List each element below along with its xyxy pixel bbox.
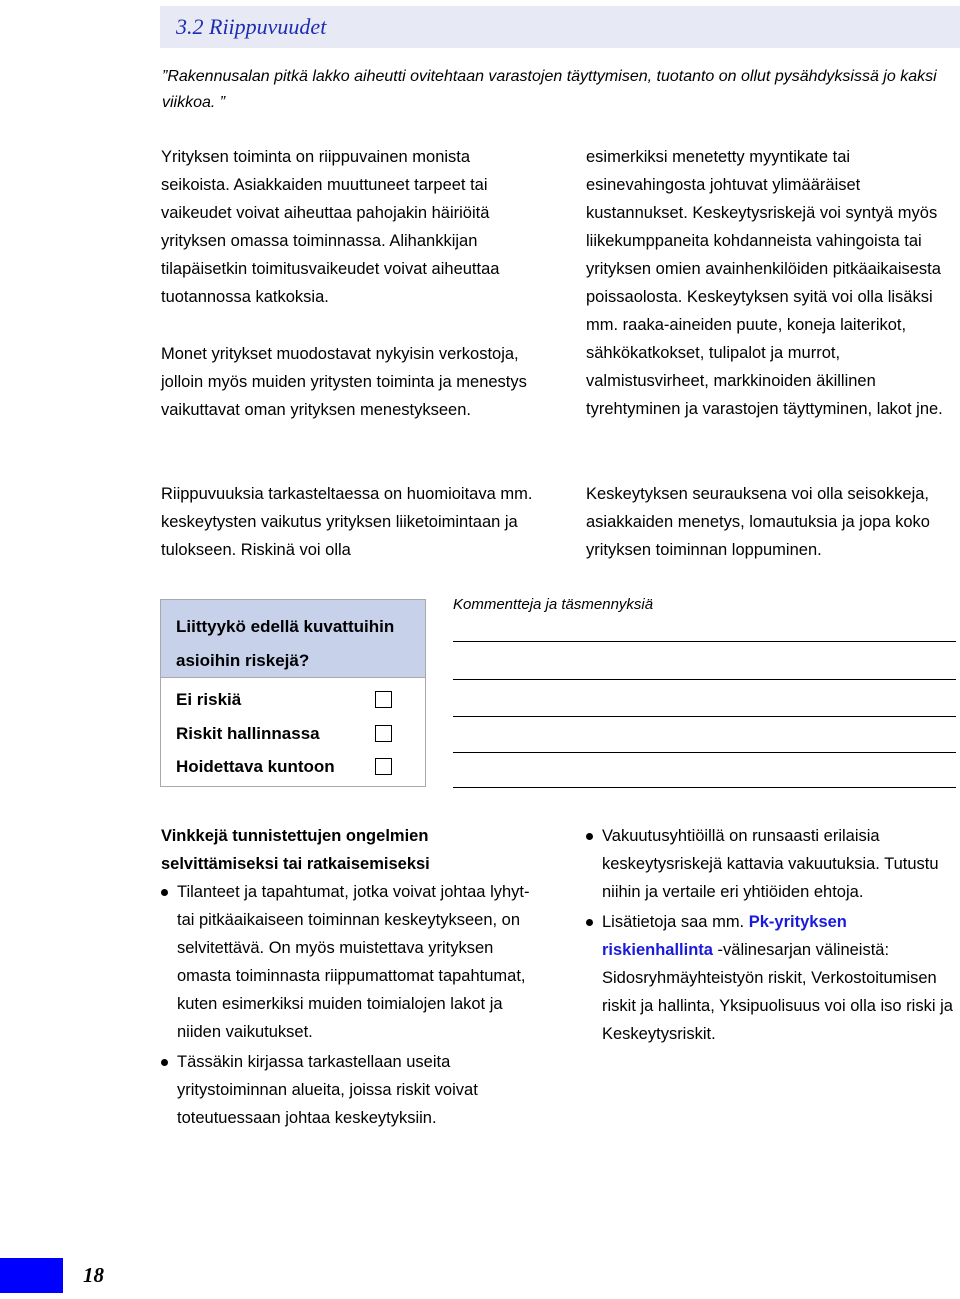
option-risks-managed[interactable]	[176, 719, 412, 749]
tip-bullet: Vakuutusyhtiöillä on runsaasti erilaisia keskeytysriskejä kattavia vakuutuksia. Tutustu niihin ja vertaile eri yhtiöiden ehtoja.	[586, 822, 960, 906]
pk-yrityksen-riskienhallinta-link[interactable]: Pk-yrityksen riskienhallinta	[602, 913, 847, 959]
comment-line-1[interactable]	[453, 641, 956, 642]
section-heading: 3.2 Riippuvuudet	[176, 14, 327, 39]
right-column	[586, 143, 960, 423]
risk-question: Liittyykö edellä kuvattuihin asioihin riskejä?	[161, 600, 425, 678]
comment-line-5[interactable]	[453, 787, 956, 788]
option-label: Riskit hallinnassa	[176, 724, 320, 743]
option-label: Hoidettava kuntoon	[176, 757, 335, 776]
left-column-2	[161, 340, 541, 424]
tip-text: -välinesarjan välineistä: Sidosryhmäyhteistyön riskit, Verkostoitumisen riskit ja hallinta, Yksipuolisuus voi olla iso riski ja Keskeytysriskit.	[602, 941, 953, 1043]
left-paragraph-1: Yrityksen toiminta on riippuvainen monista seikoista. Asiakkaiden muuttuneet tarpeet tai vaikeudet voivat aiheuttaa pahojakin häiriöitä yrityksen omassa toiminnassa. Alihankkijan tilapäisetkin toimitusvaikeudet voivat aiheuttaa tuotannossa katkoksia.	[161, 148, 500, 306]
tip-text: Lisätietoja saa mm.	[602, 913, 749, 931]
intro-quote: ”Rakennusalan pitkä lakko aiheutti ovitehtaan varastojen täyttymisen, tuotanto on ollut pysähdyksissä jo kaksi viikkoa. ”	[162, 68, 937, 111]
comment-line-2[interactable]	[453, 679, 956, 680]
tip-bullet: Tilanteet ja tapahtumat, jotka voivat johtaa lyhyt- tai pitkäaikaiseen toiminnan keskeytykseen, on selvitettävä. On myös muistettava yrityksen omasta toiminnasta riippumattomat tapahtumat, kuten esimerkiksi muiden toimialojen lakot ja niiden vaikutukset.	[161, 878, 541, 1046]
risk-assessment-box	[160, 599, 426, 787]
comment-line-4[interactable]	[453, 752, 956, 753]
right-paragraph-1: esimerkiksi menetetty myyntikate tai esinevahingosta johtuvat ylimääräiset kustannukset. Keskeytysriskejä voi syntyä myös liikekumppaneita kohdanneista vahingoista tai yrityksen omien avainhenkilöiden pitkäaikaisesta poissaolosta. Keskeytyksen syitä voi olla lisäksi mm. raaka-aineiden puute, koneja laiterikot, sähkökatkokset, tulipalot ja murrot, valmistusvirheet, markkinoiden äkillinen tyrehtyminen ja varastojen täyttyminen, lakot jne.	[586, 148, 943, 418]
comment-line-3[interactable]	[453, 716, 956, 717]
tips-left-list	[161, 878, 541, 1132]
tips-right-list	[586, 822, 960, 1048]
right-column-2	[586, 480, 960, 564]
tips-title: Vinkkejä tunnistettujen ongelmien selvittämiseksi tai ratkaisemiseksi	[161, 827, 430, 873]
left-column	[161, 143, 541, 311]
left-paragraph-3: Riippuvuuksia tarkasteltaessa on huomioitava mm. keskeytysten vaikutus yrityksen liiketoimintaan ja tulokseen. Riskinä voi olla	[161, 485, 533, 559]
page-marker	[0, 1258, 63, 1293]
option-needs-fixing[interactable]	[176, 752, 412, 782]
option-label: Ei riskiä	[176, 690, 242, 709]
left-column-3	[161, 480, 541, 564]
option-no-risk[interactable]	[176, 685, 412, 715]
tip-bullet-links	[586, 908, 960, 1048]
tip-bullet: Tässäkin kirjassa tarkastellaan useita yritystoiminnan alueita, joissa riskit voivat toteutuessaan johtaa keskeytyksiin.	[161, 1048, 541, 1132]
right-paragraph-2: Keskeytyksen seurauksena voi olla seisokkeja, asiakkaiden menetys, lomautuksia ja jopa koko yrityksen toiminnan loppuminen.	[586, 485, 930, 559]
checkbox-needs-fixing[interactable]	[375, 758, 392, 775]
checkbox-no-risk[interactable]	[375, 691, 392, 708]
left-paragraph-2: Monet yritykset muodostavat nykyisin verkostoja, jolloin myös muiden yritysten toiminta ja menestys vaikuttavat oman yrityksen menestykseen.	[161, 345, 527, 419]
comments-title: Kommentteja ja täsmennyksiä	[453, 596, 654, 613]
checkbox-risks-managed[interactable]	[375, 725, 392, 742]
page-number: 18	[83, 1263, 104, 1287]
